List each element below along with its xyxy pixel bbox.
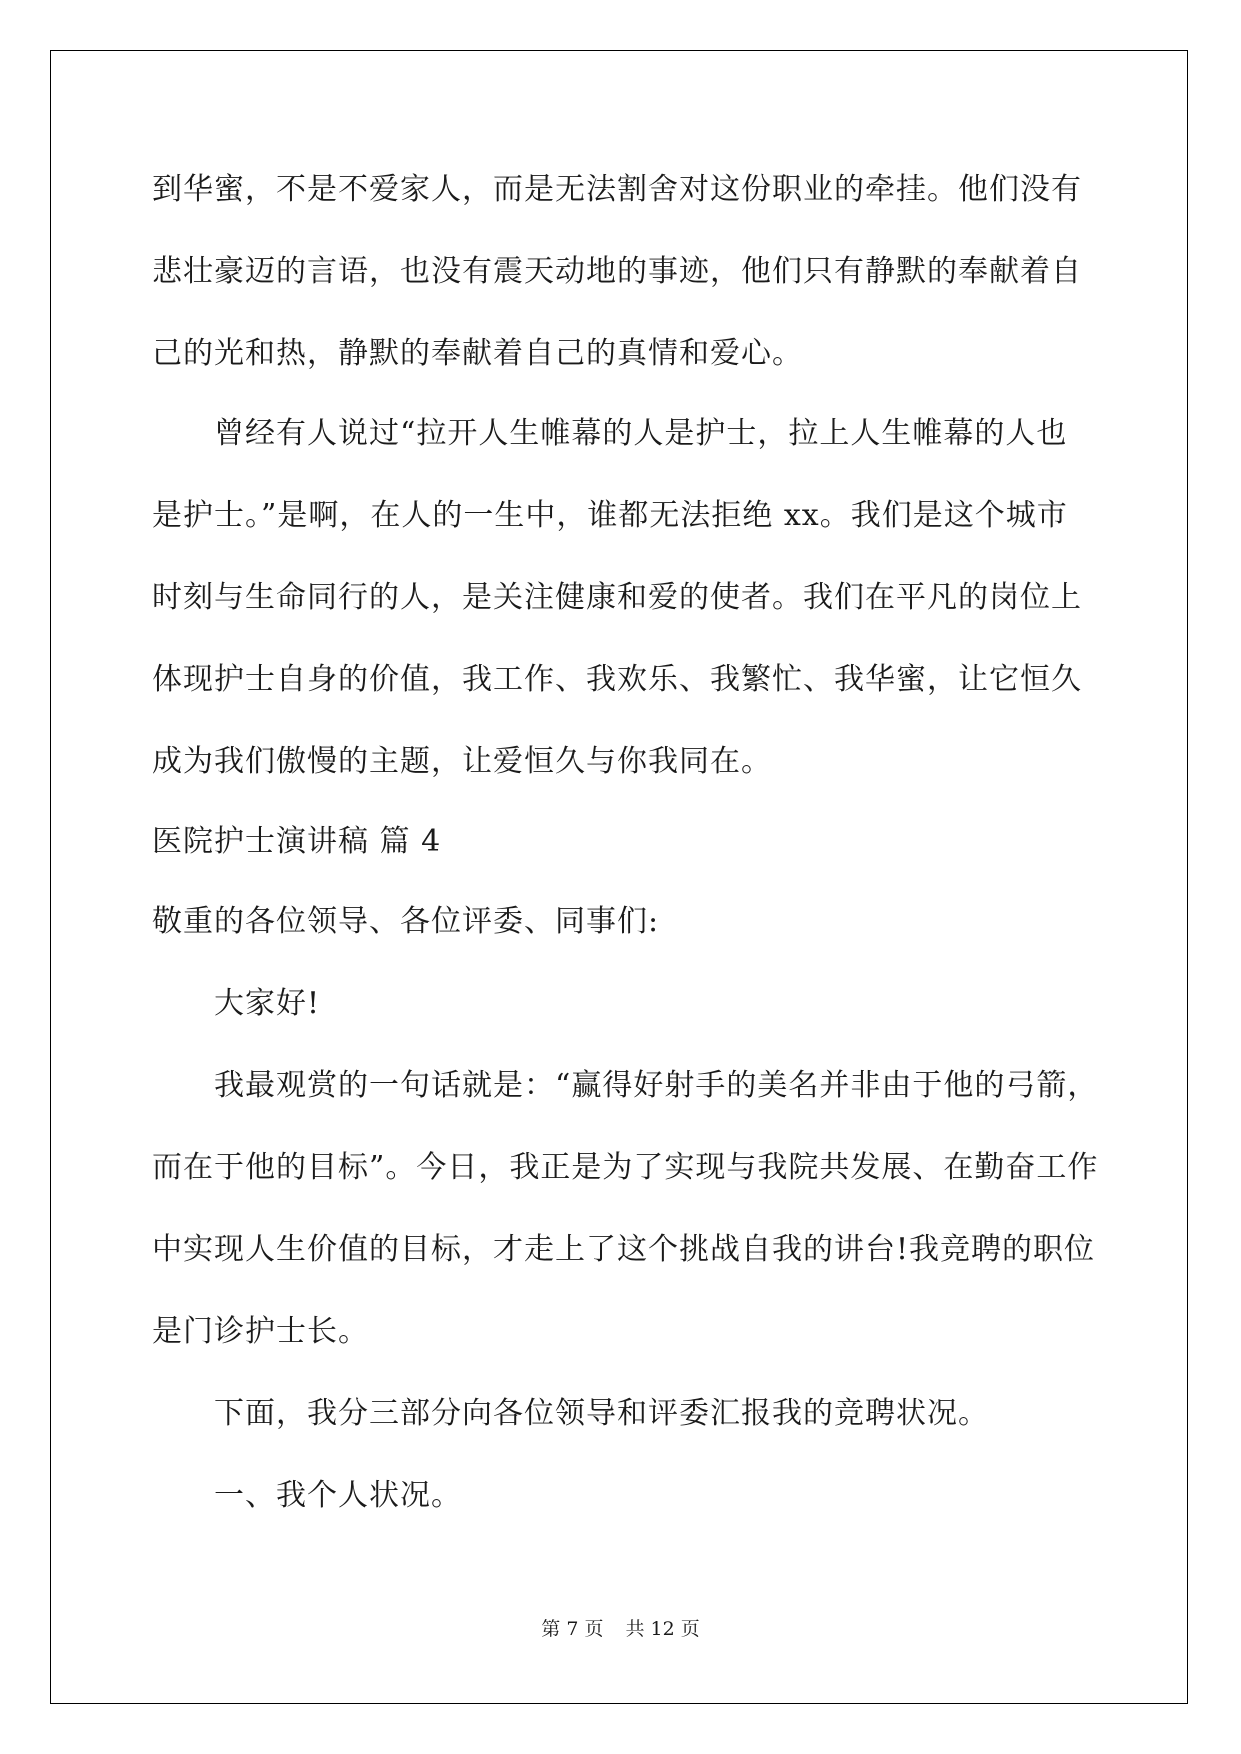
- text-line: 成为我们傲慢的主题，让爱恒久与你我同在。: [152, 744, 772, 779]
- text-line: 到华蜜，不是不爱家人，而是无法割舍对这份职业的牵挂。他们没有: [152, 172, 1082, 207]
- text-line: 是门诊护士长。: [152, 1314, 369, 1349]
- text-line: 下面，我分三部分向各位领导和评委汇报我的竞聘状况。: [214, 1396, 989, 1431]
- text-line: 时刻与生命同行的人，是关注健康和爱的使者。我们在平凡的岗位上: [152, 580, 1082, 615]
- page-footer: [0, 1614, 1241, 1641]
- document-body: [152, 160, 1099, 1548]
- greeting: 大家好!: [214, 986, 321, 1021]
- section-heading: 医院护士演讲稿 篇 4: [152, 824, 442, 859]
- salutation: 敬重的各位领导、各位评委、同事们:: [152, 904, 660, 939]
- text-line: 是护士。”是啊，在人的一生中，谁都无法拒绝 xx。我们是这个城市: [152, 498, 1068, 533]
- text-line: 己的光和热，静默的奉献着自己的真情和爱心。: [152, 336, 803, 371]
- text-line: 悲壮豪迈的言语，也没有震天动地的事迹，他们只有静默的奉献着自: [152, 254, 1082, 289]
- page-total: 共 12 页: [625, 1618, 700, 1640]
- text-line: 曾经有人说过“拉开人生帷幕的人是护士，拉上人生帷幕的人也: [214, 416, 1068, 451]
- text-line: 而在于他的目标”。今日，我正是为了实现与我院共发展、在勤奋工作: [152, 1150, 1099, 1185]
- text-line: 中实现人生价值的目标，才走上了这个挑战自我的讲台!我竞聘的职位: [152, 1232, 1096, 1267]
- text-line: 体现护士自身的价值，我工作、我欢乐、我繁忙、我华蜜，让它恒久: [152, 662, 1082, 697]
- page-number: 第 7 页: [541, 1618, 604, 1640]
- list-heading: 一、我个人状况。: [214, 1478, 462, 1513]
- text-line: 我最观赏的一句话就是：“赢得好射手的美名并非由于他的弓箭，: [214, 1068, 1099, 1103]
